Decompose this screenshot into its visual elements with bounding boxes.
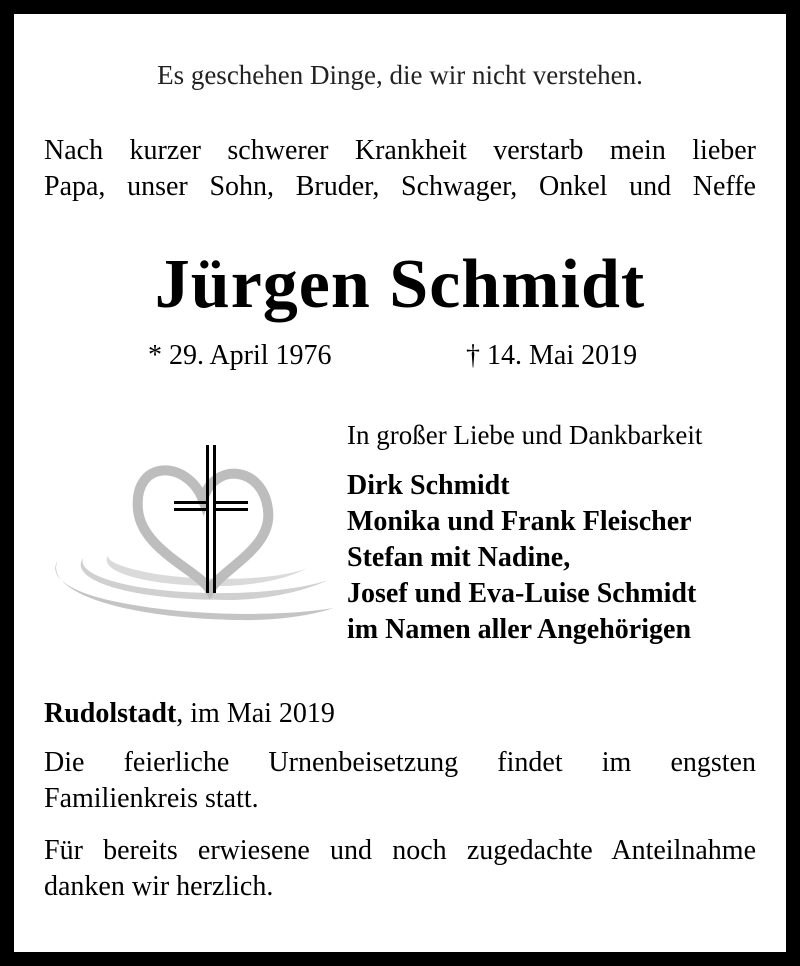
- intro-line-1: Nach kurzer schwerer Krankheit verstarb mein lieber: [44, 135, 756, 166]
- mourner-name: Dirk Schmidt: [347, 470, 510, 501]
- mourner-name: Monika und Frank Fleischer: [347, 506, 692, 537]
- place-date: [44, 698, 335, 730]
- deceased-name: Jürgen Schmidt: [154, 246, 646, 323]
- intro-text: [44, 133, 756, 205]
- mourner-name: Stefan mit Nadine,: [347, 542, 571, 573]
- thanks-note: Für bereits erwiesene und noch zugedachte Anteilnahme danken wir herzlich.: [44, 835, 756, 902]
- mourner-name: Josef und Eva-Luise Schmidt: [347, 578, 697, 609]
- place-month: , im Mai 2019: [176, 698, 335, 729]
- burial-note: Die feierliche Urnenbeisetzung findet im engsten Familienkreis statt.: [44, 747, 756, 814]
- mourner-name: im Namen aller Angehörigen: [347, 614, 692, 645]
- intro-line-2: Papa, unser Sohn, Bruder, Schwager, Onkel und Neffe: [44, 171, 756, 202]
- death-date: † 14. Mai 2019: [466, 340, 638, 371]
- birth-date: * 29. April 1976: [148, 340, 332, 371]
- heart-cross-icon: [38, 440, 338, 630]
- mourners-list: [347, 468, 696, 648]
- mourners-intro: In großer Liebe und Dankbarkeit: [347, 420, 703, 450]
- motto: Es geschehen Dinge, die wir nicht verstehen.: [157, 60, 643, 90]
- place-city: Rudolstadt: [44, 698, 177, 729]
